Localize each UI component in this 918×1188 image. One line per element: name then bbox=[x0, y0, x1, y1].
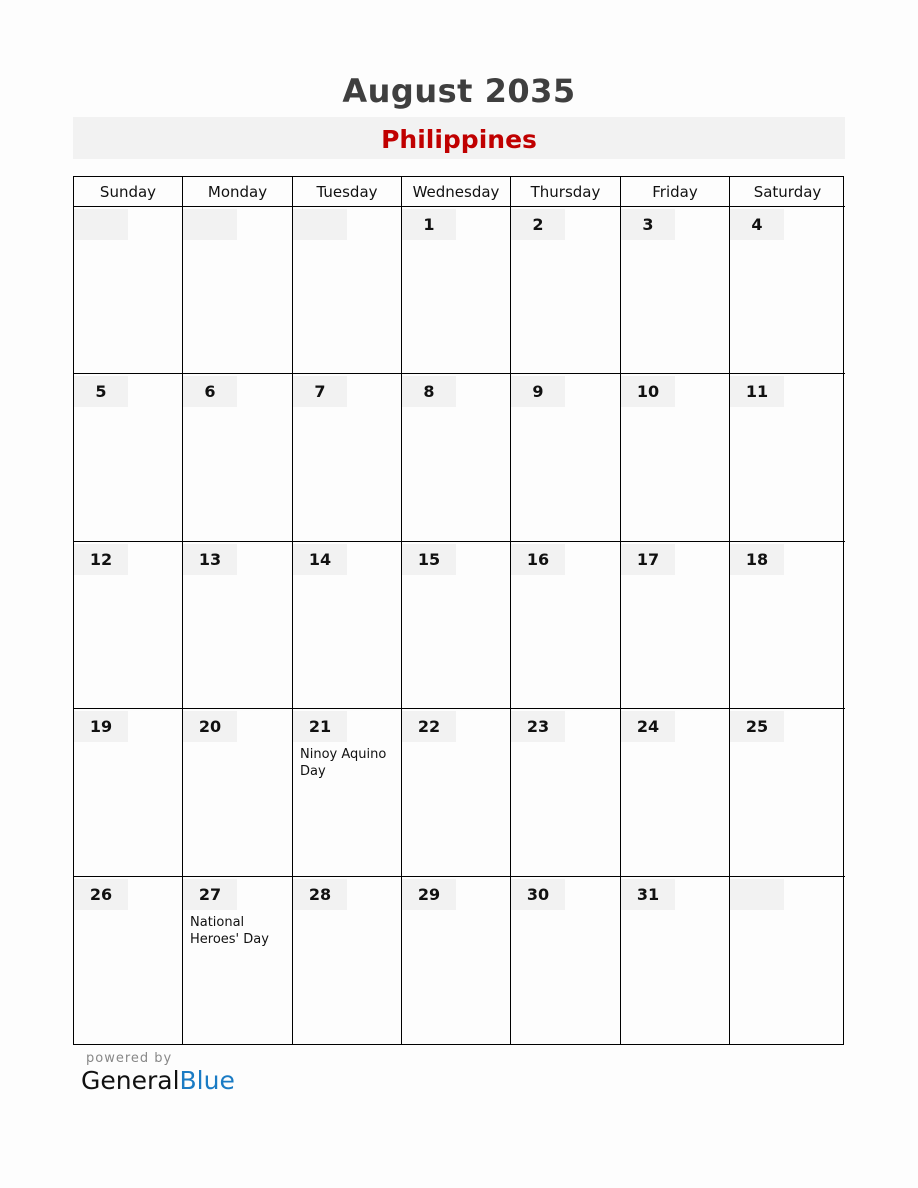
day-number: 22 bbox=[402, 711, 456, 742]
weekday-header: Tuesday bbox=[293, 177, 402, 207]
day-cell bbox=[74, 374, 183, 541]
day-number: 27 bbox=[183, 879, 237, 910]
day-cell bbox=[511, 374, 621, 541]
day-cell bbox=[511, 207, 621, 374]
day-number: 7 bbox=[293, 376, 347, 407]
day-cell bbox=[183, 709, 293, 876]
day-number: 2 bbox=[511, 209, 565, 240]
day-number: 10 bbox=[621, 376, 675, 407]
day-cell bbox=[74, 877, 183, 1044]
powered-by: powered by bbox=[86, 1051, 173, 1066]
day-cell bbox=[402, 542, 511, 709]
day-cell bbox=[74, 207, 183, 374]
day-number: 8 bbox=[402, 376, 456, 407]
holiday-label: Ninoy Aquino Day bbox=[300, 747, 387, 780]
day-cell bbox=[74, 542, 183, 709]
calendar-grid bbox=[73, 176, 844, 1045]
day-cell bbox=[730, 207, 845, 374]
weekday-header: Monday bbox=[183, 177, 293, 207]
day-cell bbox=[293, 542, 402, 709]
day-cell bbox=[293, 709, 402, 876]
weekday-header: Wednesday bbox=[402, 177, 511, 207]
day-number: 5 bbox=[74, 376, 128, 407]
day-number: 19 bbox=[74, 711, 128, 742]
day-cell bbox=[511, 542, 621, 709]
day-number bbox=[293, 209, 347, 240]
generalblue-logo[interactable] bbox=[81, 1066, 235, 1095]
day-cell bbox=[74, 709, 183, 876]
day-cell bbox=[293, 877, 402, 1044]
day-number: 29 bbox=[402, 879, 456, 910]
day-cell bbox=[293, 374, 402, 541]
day-cell bbox=[183, 207, 293, 374]
page-title: August 2035 bbox=[342, 72, 576, 110]
day-number bbox=[74, 209, 128, 240]
day-cell bbox=[511, 877, 621, 1044]
day-cell bbox=[183, 374, 293, 541]
day-number: 28 bbox=[293, 879, 347, 910]
logo-general: General bbox=[81, 1066, 180, 1095]
day-number bbox=[183, 209, 237, 240]
day-number: 13 bbox=[183, 544, 237, 575]
day-cell bbox=[183, 877, 293, 1044]
day-number: 1 bbox=[402, 209, 456, 240]
day-cell bbox=[293, 207, 402, 374]
day-cell bbox=[730, 877, 845, 1044]
day-number: 4 bbox=[730, 209, 784, 240]
day-cell bbox=[402, 709, 511, 876]
day-cell bbox=[621, 877, 730, 1044]
day-number: 23 bbox=[511, 711, 565, 742]
day-cell bbox=[730, 374, 845, 541]
holiday-label: National Heroes' Day bbox=[190, 914, 269, 947]
day-number: 26 bbox=[74, 879, 128, 910]
day-cell bbox=[621, 709, 730, 876]
day-number: 3 bbox=[621, 209, 675, 240]
day-number: 11 bbox=[730, 376, 784, 407]
day-number: 20 bbox=[183, 711, 237, 742]
weekday-header: Sunday bbox=[74, 177, 183, 207]
logo-blue: Blue bbox=[179, 1066, 235, 1095]
day-number: 24 bbox=[621, 711, 675, 742]
day-number: 14 bbox=[293, 544, 347, 575]
country-name: Philippines bbox=[381, 125, 537, 154]
day-cell bbox=[511, 709, 621, 876]
day-number: 12 bbox=[74, 544, 128, 575]
day-cell bbox=[621, 374, 730, 541]
weekday-header: Friday bbox=[621, 177, 730, 207]
country-band bbox=[73, 117, 845, 159]
day-cell bbox=[402, 207, 511, 374]
day-cell bbox=[730, 709, 845, 876]
day-cell bbox=[183, 542, 293, 709]
weekday-header: Thursday bbox=[511, 177, 621, 207]
day-number: 15 bbox=[402, 544, 456, 575]
weekday-header: Saturday bbox=[730, 177, 845, 207]
day-number: 25 bbox=[730, 711, 784, 742]
day-cell bbox=[402, 877, 511, 1044]
day-cell bbox=[621, 542, 730, 709]
day-number bbox=[730, 879, 784, 910]
day-number: 17 bbox=[621, 544, 675, 575]
day-number: 9 bbox=[511, 376, 565, 407]
day-number: 31 bbox=[621, 879, 675, 910]
day-number: 21 bbox=[293, 711, 347, 742]
day-number: 18 bbox=[730, 544, 784, 575]
day-cell bbox=[730, 542, 845, 709]
day-number: 6 bbox=[183, 376, 237, 407]
day-cell bbox=[402, 374, 511, 541]
day-number: 30 bbox=[511, 879, 565, 910]
day-cell bbox=[621, 207, 730, 374]
day-number: 16 bbox=[511, 544, 565, 575]
